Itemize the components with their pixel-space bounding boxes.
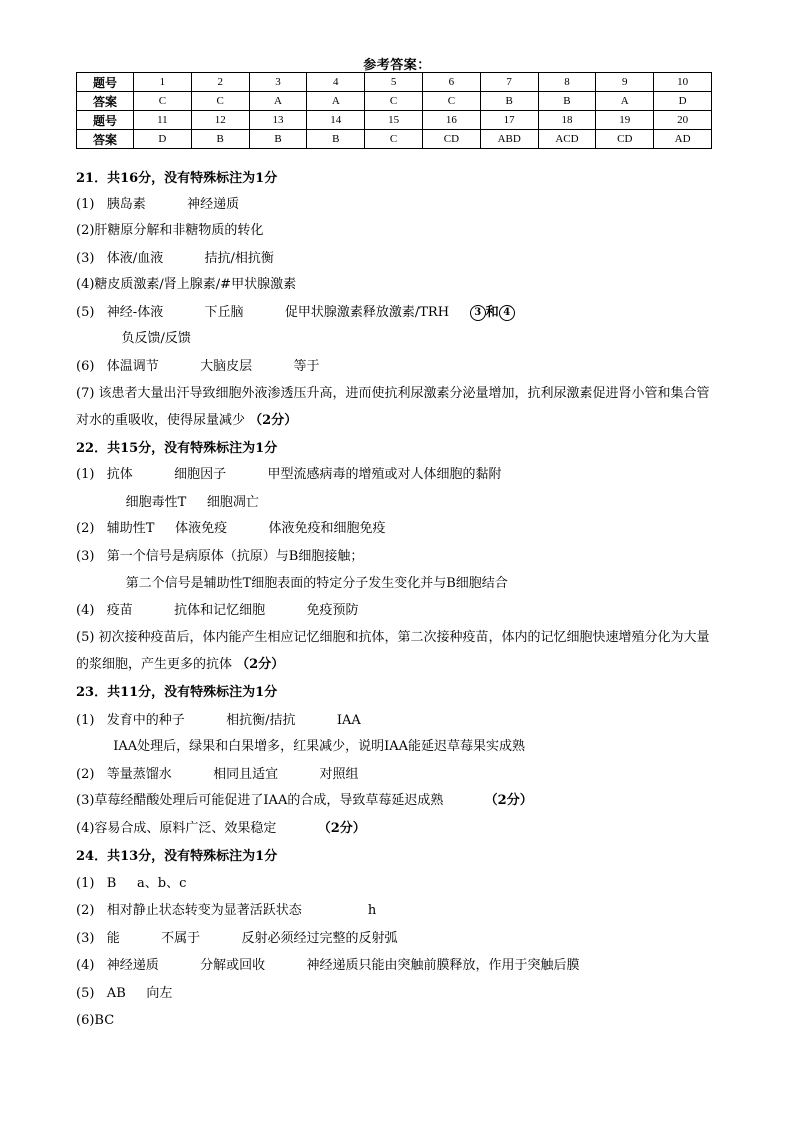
q22-line-7-text: (5) 初次接种疫苗后，体内能产生相应记忆细胞和抗体，第二次接种疫苗，体内的记忆细胞快速增殖分化为大量的浆细胞，产生更多的抗体	[76, 630, 710, 672]
q21-line-5	[76, 304, 515, 322]
q24-line-5: (5) AB 向左	[76, 986, 173, 1001]
table-cell: B	[538, 92, 596, 111]
table-cell: AD	[654, 130, 712, 149]
table-cell: 10	[654, 73, 712, 92]
q21-line-6: 负反馈/反馈	[76, 331, 191, 346]
q23-line-2: IAA处理后，绿果和白果增多，红果减少，说明IAA能延迟草莓果实成熟	[76, 739, 526, 754]
table-row	[77, 130, 712, 149]
table-cell: B	[191, 130, 249, 149]
q22-line-7	[76, 624, 716, 678]
table-row-label: 答案	[77, 130, 134, 149]
q21-line-1: (1) 胰岛素 神经递质	[76, 197, 240, 212]
table-cell: D	[654, 92, 712, 111]
table-row	[77, 73, 712, 92]
table-cell: ACD	[538, 130, 596, 149]
table-cell: 13	[249, 111, 307, 130]
table-cell: A	[249, 92, 307, 111]
table-row-label: 题号	[77, 73, 134, 92]
table-cell: D	[134, 130, 192, 149]
table-cell: 12	[191, 111, 249, 130]
q21-line-8	[76, 380, 716, 434]
answer-table	[76, 72, 712, 149]
q22-line-3: (2) 辅助性T 体液免疫 体液免疫和细胞免疫	[76, 521, 386, 536]
table-cell: A	[307, 92, 365, 111]
table-cell: B	[249, 130, 307, 149]
table-cell: 4	[307, 73, 365, 92]
q21-line-8-points: （2分）	[249, 413, 298, 428]
table-cell: C	[365, 130, 423, 149]
table-cell: 18	[538, 111, 596, 130]
table-cell: CD	[422, 130, 480, 149]
table-cell: B	[480, 92, 538, 111]
table-cell: 5	[365, 73, 423, 92]
table-cell: A	[596, 92, 654, 111]
q22-line-1: (1) 抗体 细胞因子 甲型流感病毒的增殖或对人体细胞的黏附	[76, 467, 502, 482]
circled-number-3: 3	[470, 305, 486, 321]
q21-header: 21．共16分，没有特殊标注为1分	[76, 171, 278, 186]
table-cell: C	[191, 92, 249, 111]
table-cell: 3	[249, 73, 307, 92]
q21-line-3: (3) 体液/血液 拮抗/相抗衡	[76, 251, 274, 266]
q23-line-5-points: （2分）	[317, 821, 366, 836]
table-cell: B	[307, 130, 365, 149]
table-cell: 9	[596, 73, 654, 92]
q21-line-7: (6) 体温调节 大脑皮层 等于	[76, 359, 320, 374]
q21-line-5-text: (5) 神经-体液 下丘脑 促甲状腺激素释放激素/TRH	[76, 305, 470, 320]
q22-line-4: (3) 第一个信号是病原体（抗原）与B细胞接触；	[76, 549, 364, 564]
q22-line-6: (4) 疫苗 抗体和记忆细胞 免疫预防	[76, 603, 359, 618]
table-cell: 7	[480, 73, 538, 92]
q21-line-4: (4)糖皮质激素/肾上腺素/#甲状腺激素	[76, 277, 297, 292]
q21-line-8-text: (7) 该患者大量出汗导致细胞外液渗透压升高，进而使抗利尿激素分泌量增加，抗利尿激素促进肾小管和集合管对水的重吸收，使得尿量减少	[76, 386, 710, 428]
q22-header: 22．共15分，没有特殊标注为1分	[76, 441, 278, 456]
q23-line-4	[76, 792, 533, 810]
circled-number-4: 4	[499, 305, 515, 321]
table-cell: C	[134, 92, 192, 111]
q23-line-4-text: (3)草莓经醋酸处理后可能促进了IAA的合成，导致草莓延迟成熟	[76, 793, 485, 808]
table-row-label: 答案	[77, 92, 134, 111]
q24-line-4: (4) 神经递质 分解或回收 神经递质只能由突触前膜释放，作用于突触后膜	[76, 958, 580, 973]
q24-line-2: (2) 相对静止状态转变为显著活跃状态 h	[76, 903, 377, 918]
table-row	[77, 92, 712, 111]
q23-line-5-text: (4)容易合成、原料广泛、效果稳定	[76, 821, 318, 836]
page-title: 参考答案：	[363, 58, 431, 73]
table-cell: C	[422, 92, 480, 111]
q23-line-5	[76, 820, 366, 838]
q21-line-2: (2)肝糖原分解和非糖物质的转化	[76, 223, 264, 238]
table-cell: ABD	[480, 130, 538, 149]
table-cell: 19	[596, 111, 654, 130]
q21-and: 和	[485, 305, 499, 320]
table-cell: 15	[365, 111, 423, 130]
table-cell: 17	[480, 111, 538, 130]
table-cell: C	[365, 92, 423, 111]
q22-line-5: 第二个信号是辅助性T细胞表面的特定分子发生变化并与B细胞结合	[76, 576, 508, 591]
table-cell: 1	[134, 73, 192, 92]
table-cell: 11	[134, 111, 192, 130]
q23-line-1: (1) 发育中的种子 相抗衡/拮抗 IAA	[76, 713, 361, 728]
q24-line-6: (6)BC	[76, 1013, 115, 1028]
table-cell: 2	[191, 73, 249, 92]
table-row	[77, 111, 712, 130]
q24-header: 24．共13分，没有特殊标注为1分	[76, 849, 278, 864]
table-cell: CD	[596, 130, 654, 149]
table-cell: 6	[422, 73, 480, 92]
table-cell: 14	[307, 111, 365, 130]
table-row-label: 题号	[77, 111, 134, 130]
q23-header: 23．共11分，没有特殊标注为1分	[76, 685, 278, 700]
q24-line-1: (1) B a、b、c	[76, 876, 187, 891]
q24-line-3: (3) 能 不属于 反射必须经过完整的反射弧	[76, 931, 398, 946]
table-cell: 20	[654, 111, 712, 130]
q22-line-2: 细胞毒性T 细胞凋亡	[76, 495, 259, 510]
table-cell: 8	[538, 73, 596, 92]
q22-line-7-points: （2分）	[236, 657, 285, 672]
q23-line-4-points: （2分）	[484, 793, 533, 808]
q23-line-3: (2) 等量蒸馏水 相同且适宜 对照组	[76, 767, 359, 782]
table-cell: 16	[422, 111, 480, 130]
